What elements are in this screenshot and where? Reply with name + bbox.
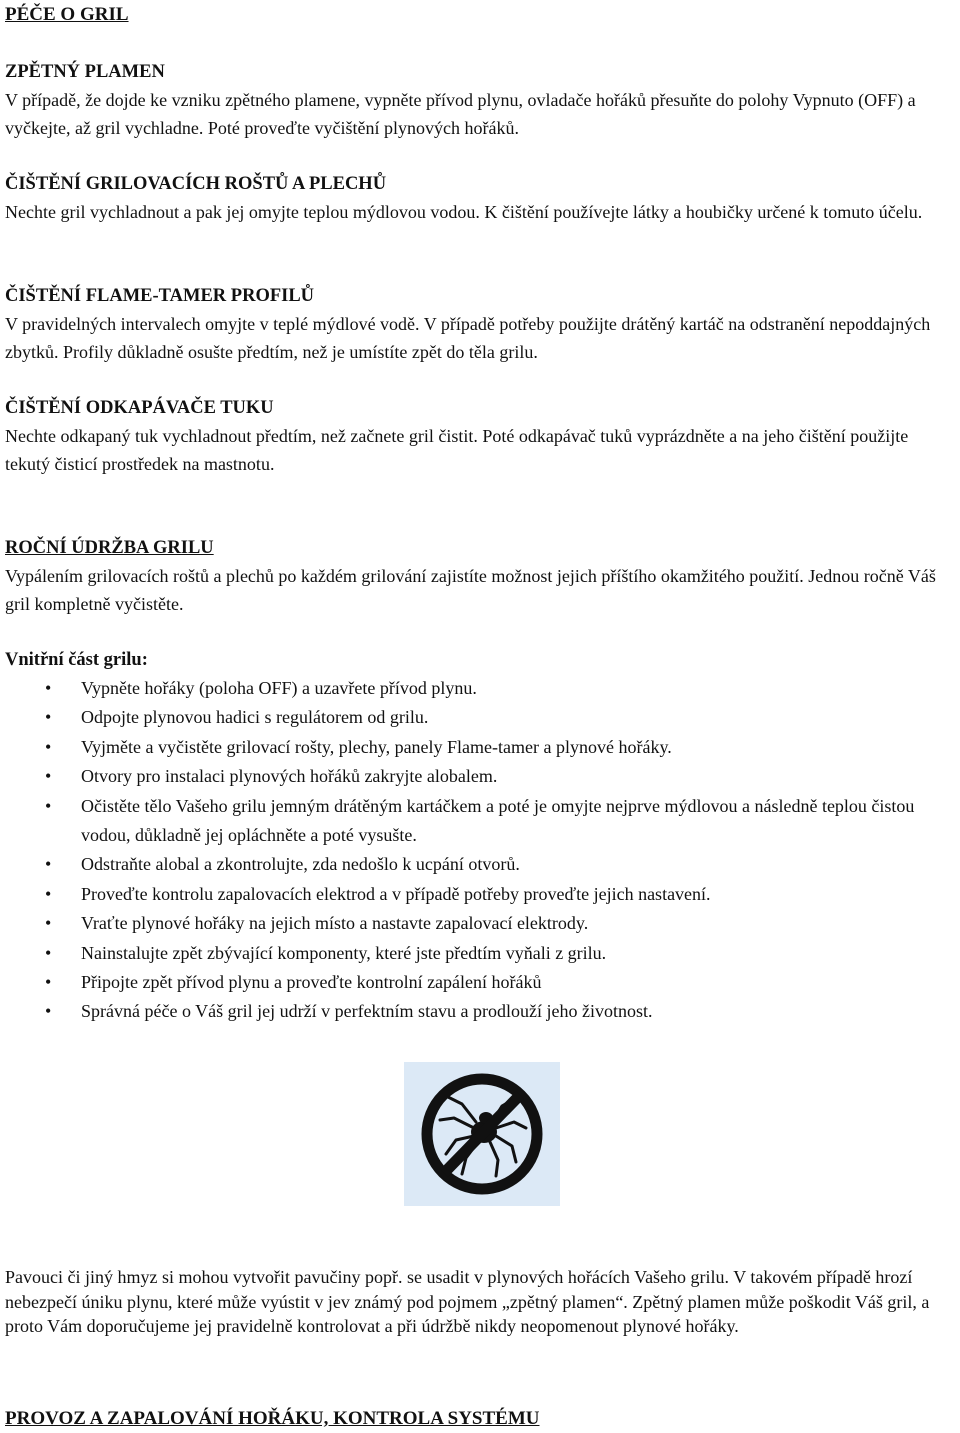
section-backfire — [5, 58, 957, 142]
no-spiders-icon — [404, 1062, 560, 1206]
page-title: PÉČE O GRIL — [5, 4, 129, 25]
list-item: • Očistěte tělo Vašeho grilu jemným drátěným kartáčkem a poté je omyjte nejprve mýdlovou a následně teplou čistou vodou, důkladně jej opláchněte a poté vysušte. — [5, 792, 955, 851]
next-section-heading: PROVOZ A ZAPALOVÁNÍ HOŘÁKU, KONTROLA SYSTÉMU — [5, 1408, 540, 1429]
list-item: • Proveďte kontrolu zapalovacích elektrod a v případě potřeby proveďte jejich nastavení. — [5, 880, 955, 909]
list-item: • Připojte zpět přívod plynu a proveďte kontrolní zapálení hořáků — [5, 968, 955, 997]
section-grates-cleaning — [5, 170, 957, 226]
list-item: • Vypněte hořáky (poloha OFF) a uzavřete přívod plynu. — [5, 674, 955, 703]
list-item: • Otvory pro instalaci plynových hořáků zakryjte alobalem. — [5, 762, 955, 791]
list-item: • Odpojte plynovou hadici s regulátorem od grilu. — [5, 703, 955, 732]
list-item: • Odstraňte alobal a zkontrolujte, zda nedošlo k ucpání otvorů. — [5, 850, 955, 879]
list-item: • Vraťte plynové hořáky na jejich místo a nastavte zapalovací elektrody. — [5, 909, 955, 938]
section-heading: ČIŠTĚNÍ GRILOVACÍCH ROŠTŮ A PLECHŮ — [5, 174, 387, 194]
list-item: • Vyjměte a vyčistěte grilovací rošty, plechy, panely Flame-tamer a plynové hořáky. — [5, 733, 955, 762]
section-heading: ZPĚTNÝ PLAMEN — [5, 62, 165, 82]
section-heading: ČIŠTĚNÍ ODKAPÁVAČE TUKU — [5, 398, 274, 418]
section-heading: ČIŠTĚNÍ FLAME-TAMER PROFILŮ — [5, 286, 315, 306]
inner-part-steps-list — [5, 674, 955, 1027]
section-flame-tamer-cleaning — [5, 282, 957, 366]
section-text: V pravidelných intervalech omyjte v teplé mýdlové vodě. V případě potřeby použijte drátěný kartáč na odstranění nepoddajných zbytků. Profily důkladně osušte předtím, než je umístíte zpět do těla grilu. — [5, 314, 931, 362]
section-heading: ROČNÍ ÚDRŽBA GRILU — [5, 538, 214, 558]
list-item: • Správná péče o Váš gril jej udrží v perfektním stavu a prodlouží jeho životnost. — [5, 997, 955, 1026]
section-text: Nechte gril vychladnout a pak jej omyjte teplou mýdlovou vodou. K čištění používejte látky a houbičky určené k tomuto účelu. — [5, 202, 923, 222]
list-item: • Nainstalujte zpět zbývající komponenty, které jste předtím vyňali z grilu. — [5, 939, 955, 968]
inner-part-heading-block — [5, 646, 957, 674]
section-grease-tray-cleaning — [5, 394, 957, 478]
section-text: Vypálením grilovacích roštů a plechů po každém grilování zajistíte možnost jejich příštího okamžitého použití. Jednou ročně Váš gril kompletně vyčistěte. — [5, 566, 936, 614]
section-text: Nechte odkapaný tuk vychladnout předtím, než začnete gril čistit. Poté odkapávač tuků vyprázdněte a na jeho čištění použijte tekutý čisticí prostředek na mastnotu. — [5, 426, 909, 474]
section-annual-maintenance — [5, 534, 957, 618]
spider-warning-text: Pavouci či jiný hmyz si mohou vytvořit pavučiny popř. se usadit v plynových hořácích Vašeho grilu. V takovém případě hrozí nebezpečí úniku plynu, které může vyústit v jev známý pod pojmem „zpětný plamen“. Zpětný plamen může poškodit Váš gril, a proto Vám doporučujeme jej pravidelně kontrolovat a při údržbě nikdy neopomenout plynové hořáky. — [5, 1267, 930, 1336]
inner-part-heading: Vnitřní část grilu: — [5, 650, 148, 670]
section-text: V případě, že dojde ke vzniku zpětného plamene, vypněte přívod plynu, ovladače hořáků přesuňte do polohy Vypnuto (OFF) a vyčkejte, až gril vychladne. Poté proveďte vyčištění plynových hořáků. — [5, 90, 916, 138]
